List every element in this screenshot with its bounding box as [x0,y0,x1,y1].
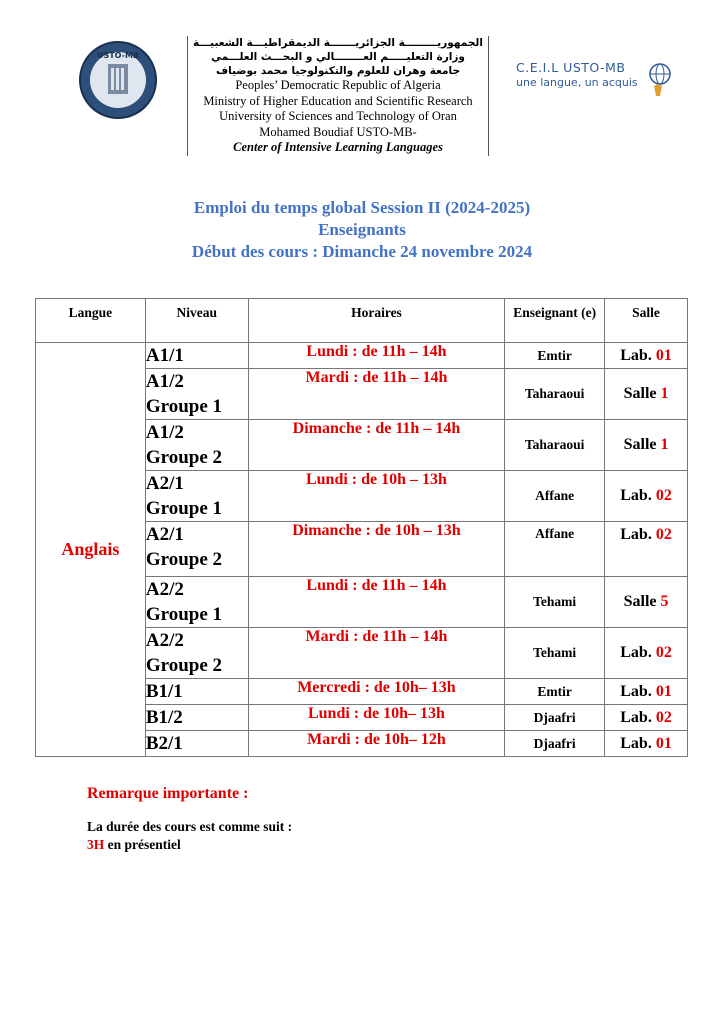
niveau-cell: B1/2 [145,705,248,731]
horaire-cell: Mardi : de 11h – 14h [248,369,504,420]
teacher-cell: Emtir [505,679,605,705]
institution-header [190,36,486,156]
niveau-cell: A2/1 Groupe 2 [145,522,248,577]
room-cell: Lab. 02 [605,628,688,679]
remark-text: La durée des cours est comme suit : [87,819,293,834]
arabic-line: وزارة التعليـــــم العــــــــالي و البحـــث العلـــمي [211,51,465,63]
table-header-row [36,299,688,343]
horaire-cell: Lundi : de 10h– 13h [248,705,504,731]
remark-title: Remarque importante : [87,785,249,802]
usto-mb-logo [78,40,158,120]
niveau-cell: A2/1 Groupe 1 [145,471,248,522]
horaire-cell: Mardi : de 10h– 12h [248,731,504,757]
teacher-cell: Taharaoui [505,420,605,471]
remark-duration [87,837,181,853]
teacher-cell: Emtir [505,343,605,369]
teacher-cell: Taharaoui [505,369,605,420]
arabic-line: جامعة وهران للعلوم والتكنولوجيا محمد بوضياف [215,65,461,77]
horaire-cell: Lundi : de 11h – 14h [248,343,504,369]
center-name: Center of Intensive Learning Languages [233,140,443,154]
room-cell: Salle 5 [605,577,688,628]
duration-highlight: 3H [87,837,105,852]
header-horaires: Horaires [248,299,504,343]
english-line: University of Sciences and Technology of Oran [219,109,457,123]
english-line: Ministry of Higher Education and Scientific Research [203,93,473,108]
title-line-2: Enseignants [318,220,406,239]
room-cell: Lab. 02 [605,705,688,731]
header-divider-right [488,36,489,156]
room-cell: Lab. 02 [605,522,688,577]
teacher-cell: Affane [505,471,605,522]
niveau-cell: A2/2 Groupe 2 [145,628,248,679]
language-cell: Anglais [36,343,146,757]
horaire-cell: Dimanche : de 10h – 13h [248,522,504,577]
teacher-cell: Djaafri [505,731,605,757]
horaire-cell: Lundi : de 11h – 14h [248,577,504,628]
horaire-cell: Mardi : de 11h – 14h [248,628,504,679]
ceil-title: C.E.I.L USTO-MB [516,60,626,75]
room-cell: Lab. 01 [605,343,688,369]
horaire-cell: Mercredi : de 10h– 13h [248,679,504,705]
english-line: Peoples’ Democratic Republic of Algeria [235,78,441,92]
ceil-slogan: une langue, un acquis [516,76,638,89]
teacher-cell: Djaafri [505,705,605,731]
horaire-cell: Dimanche : de 11h – 14h [248,420,504,471]
header-enseignant: Enseignant (e) [505,299,605,343]
room-cell: Salle 1 [605,369,688,420]
arabic-line: الجمهوريـــــــــة الجزائريـــــــة الديمقراطيـــة الشعبيـــة [193,37,483,49]
room-cell: Lab. 01 [605,679,688,705]
horaire-cell: Lundi : de 10h – 13h [248,471,504,522]
header-langue: Langue [36,299,146,343]
header-salle: Salle [605,299,688,343]
niveau-cell: A1/2 Groupe 2 [145,420,248,471]
english-line: Mohamed Boudiaf USTO-MB- [259,124,417,139]
niveau-cell: B2/1 [145,731,248,757]
schedule-title [0,197,724,263]
teacher-cell: Affane [505,522,605,577]
title-line-1: Emploi du temps global Session II (2024-2025) [193,198,531,217]
table-row [36,343,688,369]
niveau-cell: B1/1 [145,679,248,705]
teacher-cell: Tehami [505,628,605,679]
globe-icon [644,62,674,102]
title-line-3: Début des cours : Dimanche 24 novembre 2024 [191,242,533,261]
teacher-cell: Tehami [505,577,605,628]
niveau-cell: A2/2 Groupe 1 [145,577,248,628]
header-niveau: Niveau [145,299,248,343]
room-cell: Lab. 01 [605,731,688,757]
niveau-cell: A1/2 Groupe 1 [145,369,248,420]
niveau-cell: A1/1 [145,343,248,369]
header-divider-left [187,36,188,156]
svg-text:USTO-MB: USTO-MB [96,51,140,60]
schedule-table [35,298,688,757]
room-cell: Lab. 02 [605,471,688,522]
duration-mode: en présentiel [104,837,181,852]
room-cell: Salle 1 [605,420,688,471]
